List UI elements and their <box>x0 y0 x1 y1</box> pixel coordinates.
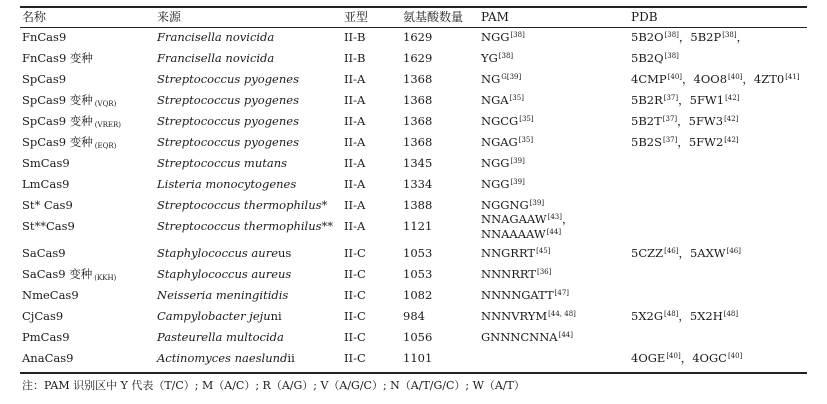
pam-text-2: NNAAAAW <box>481 227 546 241</box>
pam-ref: [45] <box>536 247 551 255</box>
pam-text: YG <box>481 51 498 65</box>
source-text: Staphylococcus aureus <box>157 267 292 281</box>
cell-pdb <box>631 352 742 367</box>
pam-ref: G[39] <box>501 73 522 81</box>
cell-subtype: II-C <box>344 309 366 323</box>
pam-sep: ， <box>561 212 574 226</box>
name-variant-tag: (VRER) <box>94 121 121 129</box>
cell-name <box>22 157 70 170</box>
pam-ref: [35] <box>519 115 534 123</box>
cell-aa-count: 1629 <box>403 51 433 65</box>
cell-aa-count: 984 <box>403 309 425 323</box>
cell-pam <box>481 178 525 193</box>
pdb-id: 5B2Q <box>631 51 664 65</box>
name-text: LmCas9 <box>22 177 70 191</box>
cell-subtype: II-C <box>344 330 366 344</box>
header-name: 名称 <box>22 10 47 24</box>
cell-aa-count: 1121 <box>403 219 433 233</box>
source-text: Pasteurella multocida <box>157 330 284 344</box>
cell-source <box>157 331 284 344</box>
cell-pam <box>481 289 569 304</box>
source-text: Streptococcus thermophilus <box>157 198 322 212</box>
cell-name <box>22 178 69 191</box>
pam-ref-2: [44] <box>546 228 562 236</box>
pdb-ref: [37] <box>663 94 679 102</box>
cell-pdb <box>631 136 739 151</box>
cell-source <box>157 73 299 86</box>
cell-pam <box>481 136 533 151</box>
cell-name <box>22 220 75 233</box>
cell-source <box>157 31 274 44</box>
pdb-ref: [38] <box>722 31 737 39</box>
source-text: Listeria monocytogenes <box>157 177 297 191</box>
pdb-ref: [37] <box>662 136 678 144</box>
name-text: SaCas9 变种 <box>22 267 93 281</box>
pdb-ref: [46] <box>664 247 679 255</box>
cell-subtype: II-C <box>344 246 366 260</box>
pam-ref: [39] <box>510 157 525 165</box>
name-text: NmeCas9 <box>22 288 79 302</box>
cell-subtype: II-C <box>344 288 366 302</box>
pdb-id: 5FW3 <box>688 114 724 128</box>
pam-text: GNNNCNNA <box>481 330 558 344</box>
pam-text: NNNRRT <box>481 267 536 281</box>
cell-aa-count: 1368 <box>403 114 433 128</box>
pdb-sep: ， <box>682 72 694 86</box>
cell-aa-count: 1629 <box>403 30 433 44</box>
source-text: Francisella novicida <box>157 30 275 44</box>
pdb-id: 4OGE <box>631 351 666 365</box>
pam-ref: [47] <box>554 289 570 297</box>
pdb-sep: ， <box>677 114 689 128</box>
pdb-sep: ， <box>678 93 690 107</box>
source-text: Streptococcus mutans <box>157 156 288 170</box>
pam-ref: [44] <box>558 331 573 339</box>
cell-aa-count: 1368 <box>403 72 433 86</box>
name-variant-tag: (KKH) <box>94 274 117 282</box>
pdb-ref: [37] <box>662 115 678 123</box>
table-bottom-rule <box>20 372 807 374</box>
cell-aa-count: 1101 <box>403 351 433 365</box>
pam-text: NGAG <box>481 135 518 149</box>
cell-subtype: II-A <box>344 156 366 170</box>
cell-subtype: II-A <box>344 177 366 191</box>
table-footnote: 注：PAM 识别区中 Y 代表（T/C）; M（A/C）; R（A/G）; V（A/G/C）; N（A/T/G/C）; W（A/T） <box>22 379 525 392</box>
source-text: Neisseria meningitidis <box>157 288 289 302</box>
pam-ref: [35] <box>518 136 534 144</box>
cell-pam <box>481 310 576 325</box>
pdb-ref: [48] <box>723 310 739 318</box>
cell-source <box>157 136 299 149</box>
cell-name <box>22 310 63 323</box>
pdb-id: 5FW1 <box>689 93 725 107</box>
pdb-ref: [40] <box>727 352 743 360</box>
pdb-id: 4CMP <box>631 72 667 86</box>
name-text: SmCas9 <box>22 156 70 170</box>
source-suffix: ii <box>287 351 295 365</box>
name-variant-tag: (VQR) <box>94 100 117 108</box>
cell-name <box>22 268 116 283</box>
pdb-sep: ， <box>678 246 690 260</box>
source-suffix: * <box>321 198 328 212</box>
pdb-id: 5B2R <box>631 93 663 107</box>
cell-aa-count: 1345 <box>403 156 433 170</box>
pdb-id: 5B2O <box>631 30 664 44</box>
cell-subtype: II-A <box>344 198 366 212</box>
pdb-id: 5B2T <box>631 114 662 128</box>
pdb-ref: [46] <box>726 247 741 255</box>
source-suffix: ** <box>321 219 334 233</box>
pam-ref: [35] <box>509 94 524 102</box>
pam-ref: [44, 48] <box>548 310 576 318</box>
cell-name <box>22 289 79 302</box>
source-text: Streptococcus pyogenes <box>157 72 299 86</box>
name-text: AnaCas9 <box>22 351 74 365</box>
pam-text: NGG <box>481 30 510 44</box>
cell-aa-count: 1368 <box>403 93 433 107</box>
cell-aa-count: 1388 <box>403 198 433 212</box>
pam-text: NGG <box>481 177 510 191</box>
name-text: SpCas9 <box>22 72 67 86</box>
cell-name <box>22 115 121 130</box>
header-subtype: 亚型 <box>344 10 369 24</box>
pdb-ref: [41] <box>785 73 800 81</box>
cell-subtype: II-C <box>344 351 366 365</box>
pdb-ref: [38] <box>664 52 679 60</box>
pdb-id: 5CZZ <box>631 246 664 260</box>
pam-text: NNNVRYM <box>481 309 548 323</box>
cell-source <box>157 157 287 170</box>
name-text: SpCas9 变种 <box>22 114 93 128</box>
cell-pdb <box>631 115 738 130</box>
cell-aa-count: 1334 <box>403 177 433 191</box>
name-variant-tag: (EQR) <box>94 142 117 150</box>
pam-text: NGGNG <box>481 198 529 212</box>
pdb-id: 5B2S <box>631 135 662 149</box>
name-text: SpCas9 变种 <box>22 93 93 107</box>
cell-name <box>22 247 66 260</box>
pdb-id: 5X2H <box>689 309 723 323</box>
cell-pam <box>481 157 525 172</box>
cell-source <box>157 268 291 281</box>
name-text: SaCas9 <box>22 246 66 260</box>
pdb-sep: ， <box>742 72 754 86</box>
pam-ref: [39] <box>529 199 545 207</box>
cell-name <box>22 331 70 344</box>
source-text: Actinomyces naeslund <box>157 351 288 365</box>
cell-source <box>157 52 274 65</box>
cell-name <box>22 31 66 44</box>
pdb-id: 5X2G <box>631 309 664 323</box>
cell-name <box>22 199 73 212</box>
cell-subtype: II-A <box>344 135 366 149</box>
pdb-ref: [48] <box>664 310 679 318</box>
cell-pam <box>481 213 573 243</box>
source-text: Campylobacter jeju <box>157 309 271 323</box>
source-text: Streptococcus pyogenes <box>157 114 299 128</box>
cell-subtype: II-C <box>344 267 366 281</box>
cell-aa-count: 1056 <box>403 330 433 344</box>
cell-pdb <box>631 310 738 325</box>
cell-pam <box>481 73 521 88</box>
cell-source <box>157 94 299 107</box>
name-text: FnCas9 变种 <box>22 51 93 65</box>
pam-ref: [38] <box>510 31 525 39</box>
cell-pam <box>481 31 525 46</box>
pam-ref: [36] <box>536 268 552 276</box>
pdb-ref: [42] <box>724 136 739 144</box>
header-aa-count: 氨基酸数量 <box>403 10 464 24</box>
cell-pdb <box>631 73 800 88</box>
pam-ref: [39] <box>510 178 525 186</box>
pdb-ref: [40] <box>728 73 743 81</box>
cell-subtype: II-A <box>344 114 366 128</box>
header-pdb: PDB <box>631 10 658 24</box>
cell-aa-count: 1053 <box>403 267 433 281</box>
cell-source <box>157 352 295 365</box>
cell-subtype: II-B <box>344 51 366 65</box>
name-text: PmCas9 <box>22 330 70 344</box>
pdb-ref: [42] <box>724 115 739 123</box>
cell-pdb <box>631 247 741 262</box>
pam-text: NNNNGATT <box>481 288 554 302</box>
pam-text: NG <box>481 72 501 86</box>
pdb-sep: ， <box>680 351 693 365</box>
pdb-sep: ， <box>677 135 689 149</box>
cell-pam <box>481 115 534 130</box>
name-text: FnCas9 <box>22 30 67 44</box>
cell-pdb <box>631 94 739 109</box>
cell-source <box>157 247 291 260</box>
cell-pam <box>481 94 524 109</box>
cell-name <box>22 73 66 86</box>
pdb-sep: ， <box>736 30 749 44</box>
pdb-ref: [40] <box>666 352 681 360</box>
table-header-rule <box>20 27 807 28</box>
pdb-id: 5B2P <box>690 30 722 44</box>
pam-ref: [43] <box>547 213 562 221</box>
source-text: Staphylococcus aure <box>157 246 278 260</box>
pam-text: NGCG <box>481 114 519 128</box>
source-text: Streptococcus thermophilus <box>157 219 322 233</box>
pam-text: NGG <box>481 156 510 170</box>
source-text: Streptococcus pyogenes <box>157 93 299 107</box>
cell-pam <box>481 247 550 262</box>
cell-name <box>22 136 116 151</box>
cell-aa-count: 1082 <box>403 288 433 302</box>
cell-pdb <box>631 52 679 67</box>
cell-aa-count: 1368 <box>403 135 433 149</box>
pdb-id: 4ZT0 <box>753 72 785 86</box>
header-source: 来源 <box>157 10 182 24</box>
name-text: SpCas9 变种 <box>22 135 93 149</box>
pam-text: NNGRRT <box>481 246 536 260</box>
cell-subtype: II-B <box>344 30 366 44</box>
pdb-sep: ， <box>678 30 691 44</box>
pdb-ref: [42] <box>725 94 740 102</box>
cell-name <box>22 52 93 65</box>
pdb-ref: [40] <box>667 73 683 81</box>
cell-source <box>157 178 296 191</box>
source-text: Streptococcus pyogenes <box>157 135 299 149</box>
pam-ref: [38] <box>498 52 514 60</box>
name-text: CjCas9 <box>22 309 64 323</box>
cell-source <box>157 115 299 128</box>
header-pam: PAM <box>481 10 509 24</box>
cell-name <box>22 352 73 365</box>
source-suffix: ni <box>270 309 282 323</box>
cell-subtype: II-A <box>344 72 366 86</box>
pdb-id: 4OO8 <box>693 72 728 86</box>
pdb-ref: [38] <box>664 31 679 39</box>
source-text: Francisella novicida <box>157 51 275 65</box>
pam-text: NGA <box>481 93 509 107</box>
pam-text: NNAGAAW <box>481 212 547 226</box>
table-top-rule <box>20 6 807 8</box>
pdb-id: 5AXW <box>689 246 726 260</box>
source-suffix: us <box>278 246 292 260</box>
cell-pam <box>481 52 513 67</box>
cell-subtype: II-A <box>344 219 366 233</box>
name-text: St**Cas9 <box>22 219 75 233</box>
pdb-sep: ， <box>678 309 690 323</box>
cell-source <box>157 220 333 233</box>
cell-pam <box>481 331 573 346</box>
cell-source <box>157 199 327 212</box>
cell-source <box>157 289 288 302</box>
cell-name <box>22 94 116 109</box>
cell-aa-count: 1053 <box>403 246 433 260</box>
name-text: St* Cas9 <box>22 198 73 212</box>
cell-source <box>157 310 282 323</box>
pdb-id: 5FW2 <box>688 135 724 149</box>
cell-pam <box>481 268 551 283</box>
pdb-id: 4OGC <box>692 351 727 365</box>
cell-subtype: II-A <box>344 93 366 107</box>
cell-pdb <box>631 31 748 46</box>
